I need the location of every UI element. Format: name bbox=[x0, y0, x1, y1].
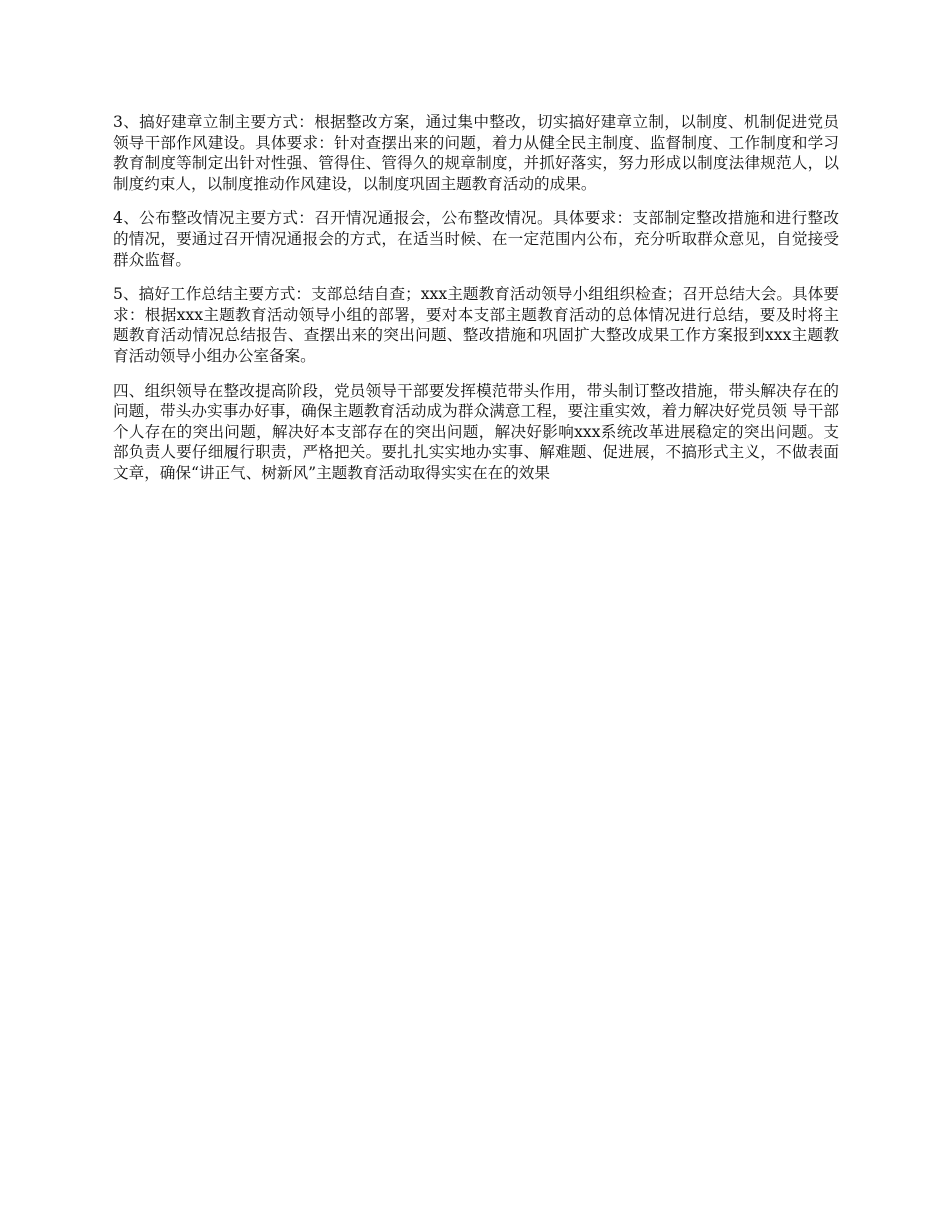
paragraph-item-4: 4、公布整改情况主要方式：召开情况通报会，公布整改情况。具体要求：支部制定整改措施和进行整改的情况，要通过召开情况通报会的方式，在适当时候、在一定范围内公布，充分听取群众意见，自觉接受群众监督。 bbox=[113, 209, 839, 269]
document-body bbox=[113, 112, 839, 498]
paragraph-section-4: 四、组织领导在整改提高阶段，党员领导干部要发挥模范带头作用，带头制订整改措施，带头解决存在的问题，带头办实事办好事，确保主题教育活动成为群众满意工程，要注重实效，着力解决好党员领 导干部个人存在的突出问题，解决好本支部存在的突出问题，解决好影响xxx系统改革进展稳定的突出问题。支部负责人要仔细履行职责，严格把关。要扎扎实实地办实事、解难题、促进展，不搞形式主义，不做表面文章，确保“讲正气、树新风”主题教育活动取得实实在在的效果 bbox=[113, 381, 839, 482]
paragraph-item-5: 5、搞好工作总结主要方式：支部总结自查；xxx主题教育活动领导小组组织检查；召开总结大会。具体要求：根据xxx主题教育活动领导小组的部署，要对本支部主题教育活动的总体情况进行总结，要及时将主题教育活动情况总结报告、查摆出来的突出问题、整改措施和巩固扩大整改成果工作方案报到xxx主题教育活动领导小组办公室备案。 bbox=[113, 285, 839, 365]
paragraph-item-3: 3、搞好建章立制主要方式：根据整改方案，通过集中整改，切实搞好建章立制，以制度、机制促进党员领导干部作风建设。具体要求：针对查摆出来的问题，着力从健全民主制度、监督制度、工作制度和学习教育制度等制定出针对性强、管得住、管得久的规章制度，并抓好落实，努力形成以制度法律规范人，以制度约束人，以制度推动作风建设，以制度巩固主题教育活动的成果。 bbox=[113, 113, 839, 193]
